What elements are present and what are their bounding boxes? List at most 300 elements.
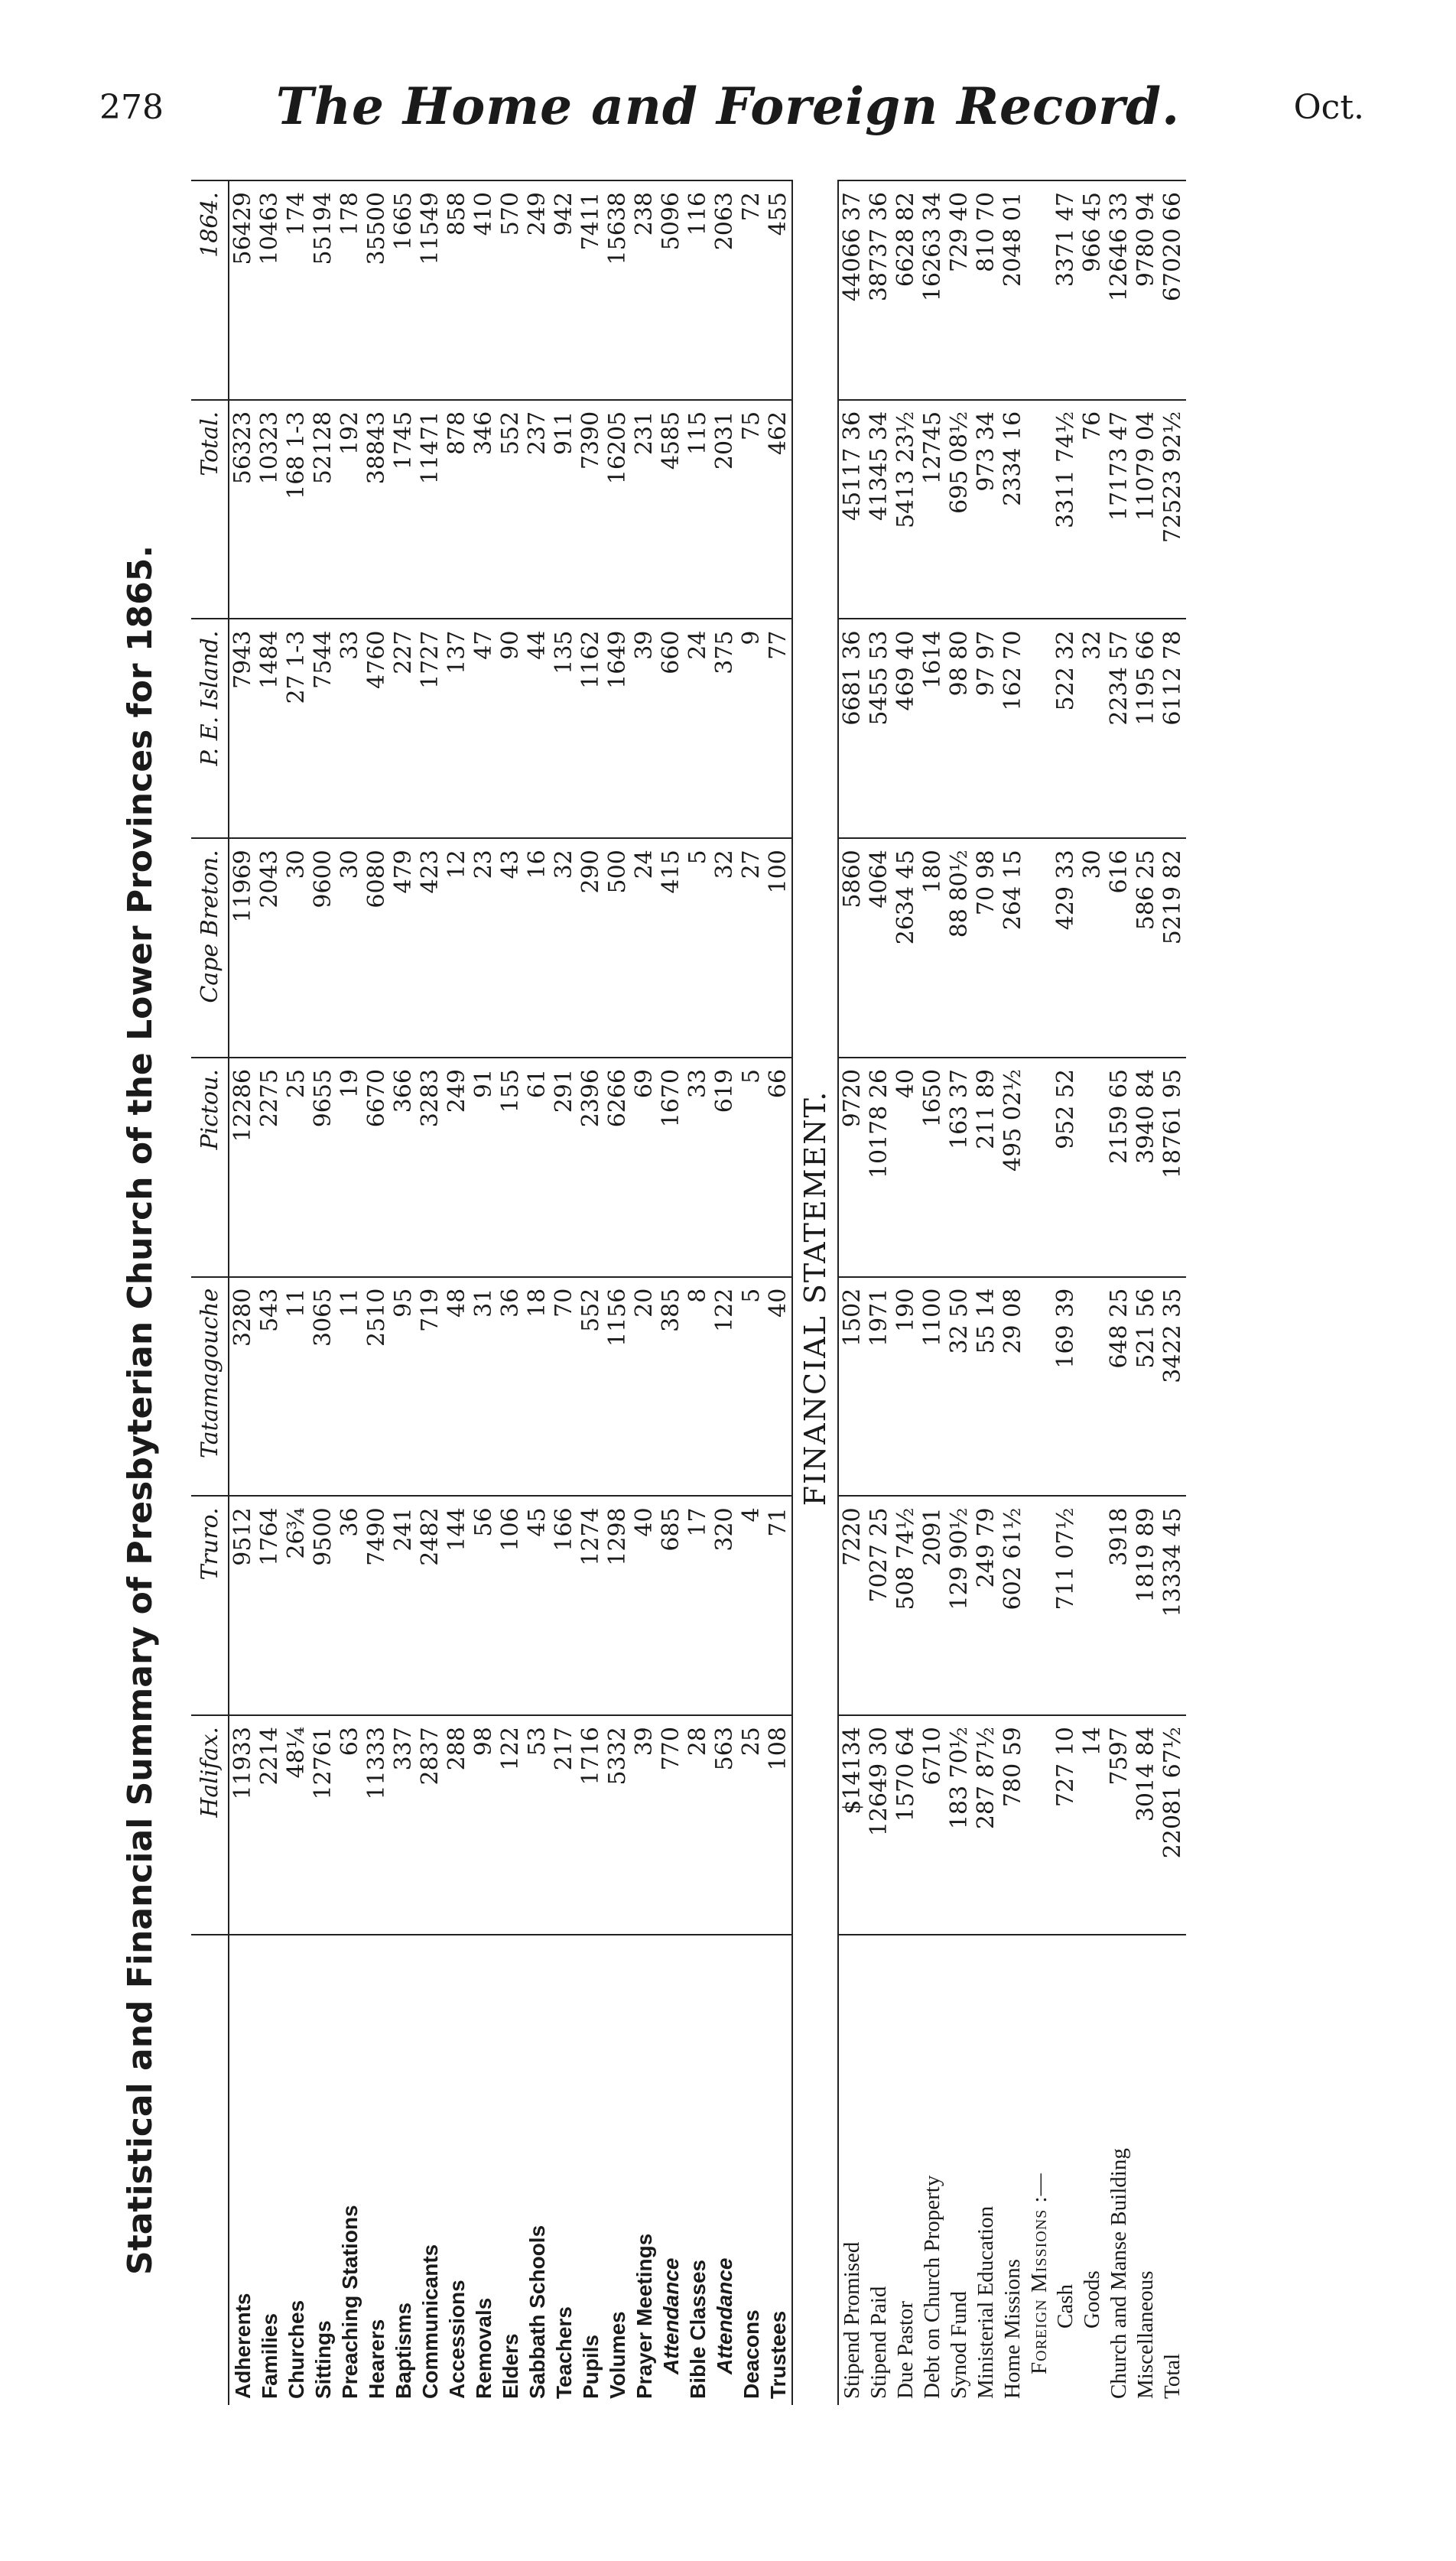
table-cell: 1298 xyxy=(604,1496,631,1715)
financial-row xyxy=(1079,180,1106,2405)
row-label: Total xyxy=(1159,1935,1186,2405)
table-cell: 320 xyxy=(711,1496,738,1715)
table-cell: 106 xyxy=(497,1496,524,1715)
table-cell: 249 xyxy=(524,180,551,400)
row-label: Removals xyxy=(470,1935,497,2405)
table-cell: 41345 34 xyxy=(866,400,892,619)
table-cell xyxy=(1026,180,1052,400)
table-cell: 11333 xyxy=(363,1715,390,1935)
table-cell: 88 80½ xyxy=(946,838,973,1058)
rotated-table xyxy=(115,180,1415,2405)
table-title: Statistical and Financial Summary of Presbyterian Church of the Lower Provinces for 1865. xyxy=(121,544,160,2275)
table-cell: 9500 xyxy=(310,1496,336,1715)
column-header: 1864. xyxy=(191,180,229,400)
table-cell: 3311 74½ xyxy=(1052,400,1079,619)
table-cell: 71 xyxy=(765,1496,792,1715)
statistics-row xyxy=(390,180,417,2405)
table-cell: 11 xyxy=(283,1277,310,1497)
financial-heading-row xyxy=(792,180,838,2405)
row-label: Baptisms xyxy=(390,1935,417,2405)
table-cell: 12745 xyxy=(919,400,946,619)
table-cell: 288 xyxy=(444,1715,470,1935)
table-cell: 3283 xyxy=(417,1058,444,1277)
table-cell: 30 xyxy=(1079,838,1106,1058)
table-cell: 1764 xyxy=(256,1496,283,1715)
page-header xyxy=(0,0,1456,176)
financial-row xyxy=(1106,180,1133,2405)
table-cell: 75 xyxy=(738,400,765,619)
row-label: Volumes xyxy=(604,1935,631,2405)
table-cell: 648 25 xyxy=(1106,1277,1133,1497)
table-cell: 685 xyxy=(658,1496,684,1715)
statistics-row xyxy=(310,180,336,2405)
statistics-row xyxy=(604,180,631,2405)
table-cell: 2634 45 xyxy=(892,838,919,1058)
table-cell: 40 xyxy=(631,1496,658,1715)
table-cell: 16 xyxy=(524,838,551,1058)
table-cell xyxy=(1026,619,1052,839)
column-header: Pictou. xyxy=(191,1058,229,1277)
table-cell: 5 xyxy=(738,1058,765,1277)
table-cell: 1156 xyxy=(604,1277,631,1497)
table-cell: 521 56 xyxy=(1133,1277,1159,1497)
table-cell xyxy=(1026,1715,1052,1935)
table-cell: 47 xyxy=(470,619,497,839)
table-cell: 33 xyxy=(684,1058,711,1277)
table-cell: 616 xyxy=(1106,838,1133,1058)
table-cell: 1727 xyxy=(417,619,444,839)
row-label: Due Pastor xyxy=(892,1935,919,2405)
table-cell: 2048 01 xyxy=(999,180,1026,400)
table-cell: 36 xyxy=(497,1277,524,1497)
table-cell: 155 xyxy=(497,1058,524,1277)
table-cell: 11471 xyxy=(417,400,444,619)
table-cell: 144 xyxy=(444,1496,470,1715)
table-cell: 1971 xyxy=(866,1277,892,1497)
statistics-row xyxy=(551,180,577,2405)
financial-row xyxy=(999,180,1026,2405)
table-cell: 169 39 xyxy=(1052,1277,1079,1497)
table-cell: 6080 xyxy=(363,838,390,1058)
table-cell: 137 xyxy=(444,619,470,839)
table-cell: 44066 37 xyxy=(838,180,866,400)
financial-row xyxy=(1026,180,1052,2405)
row-label: Adherents xyxy=(229,1935,256,2405)
table-cell: 4 xyxy=(738,1496,765,1715)
page-number: 278 xyxy=(99,88,164,127)
table-cell: 337 xyxy=(390,1715,417,1935)
table-cell: 20 xyxy=(631,1277,658,1497)
table-cell: 423 xyxy=(417,838,444,1058)
table-cell: 586 25 xyxy=(1133,838,1159,1058)
table-cell: 76 xyxy=(1079,400,1106,619)
table-cell: 23 xyxy=(470,838,497,1058)
table-cell: 174 xyxy=(283,180,310,400)
table-cell: 4064 xyxy=(866,838,892,1058)
row-label: Trustees xyxy=(765,1935,792,2405)
table-cell: 780 59 xyxy=(999,1715,1026,1935)
table-cell: 211 89 xyxy=(973,1058,999,1277)
table-cell: 32 50 xyxy=(946,1277,973,1497)
table-cell: 27 1-3 xyxy=(283,619,310,839)
statistics-row xyxy=(524,180,551,2405)
table-cell: 966 45 xyxy=(1079,180,1106,400)
table-cell: 56323 xyxy=(229,400,256,619)
statistics-row xyxy=(444,180,470,2405)
table-cell: 2510 xyxy=(363,1277,390,1497)
table-cell: 90 xyxy=(497,619,524,839)
table-cell: 942 xyxy=(551,180,577,400)
table-cell: 729 40 xyxy=(946,180,973,400)
table-cell: 2482 xyxy=(417,1496,444,1715)
row-label: Church and Manse Building xyxy=(1106,1935,1133,2405)
table-cell: 7943 xyxy=(229,619,256,839)
statistics-row xyxy=(229,180,256,2405)
table-cell: 26¾ xyxy=(283,1496,310,1715)
table-cell xyxy=(1026,1277,1052,1497)
table-title-row xyxy=(115,180,191,2405)
table-cell: 39 xyxy=(631,1715,658,1935)
table-cell: 72 xyxy=(738,180,765,400)
row-label: Stipend Promised xyxy=(838,1935,866,2405)
table-cell: 237 xyxy=(524,400,551,619)
table-cell: 97 97 xyxy=(973,619,999,839)
table-cell: 6670 xyxy=(363,1058,390,1277)
table-cell: 711 07½ xyxy=(1052,1496,1079,1715)
table-cell: 40 xyxy=(892,1058,919,1277)
table-cell: 10463 xyxy=(256,180,283,400)
table-cell: 7490 xyxy=(363,1496,390,1715)
row-label: Goods xyxy=(1079,1935,1106,2405)
row-label: Elders xyxy=(497,1935,524,2405)
column-header-row xyxy=(191,180,229,2405)
table-cell: 952 52 xyxy=(1052,1058,1079,1277)
table-cell: 30 xyxy=(283,838,310,1058)
table-cell: 67020 66 xyxy=(1159,180,1186,400)
table-cell: 3422 35 xyxy=(1159,1277,1186,1497)
table-cell: 11933 xyxy=(229,1715,256,1935)
column-header: Truro. xyxy=(191,1496,229,1715)
table-cell: 1650 xyxy=(919,1058,946,1277)
table-cell: 12286 xyxy=(229,1058,256,1277)
table-cell: 25 xyxy=(283,1058,310,1277)
table-cell: 287 87½ xyxy=(973,1715,999,1935)
table-cell: 469 40 xyxy=(892,619,919,839)
statistics-row xyxy=(631,180,658,2405)
table-cell: 1484 xyxy=(256,619,283,839)
table-cell: 660 xyxy=(658,619,684,839)
column-header: P. E. Island. xyxy=(191,619,229,839)
row-label: Families xyxy=(256,1935,283,2405)
financial-row xyxy=(838,180,866,2405)
financial-row xyxy=(946,180,973,2405)
table-cell: 3940 84 xyxy=(1133,1058,1159,1277)
financial-row xyxy=(919,180,946,2405)
table-cell: 2214 xyxy=(256,1715,283,1935)
table-cell: 719 xyxy=(417,1277,444,1497)
table-cell: 1614 xyxy=(919,619,946,839)
table-cell: 33 xyxy=(336,619,363,839)
table-cell: 619 xyxy=(711,1058,738,1277)
table-cell: 116 xyxy=(684,180,711,400)
table-cell: 1100 xyxy=(919,1277,946,1497)
rotated-table-container xyxy=(115,180,1415,2405)
table-cell: 27 xyxy=(738,838,765,1058)
table-cell: 11 xyxy=(336,1277,363,1497)
row-label: Prayer Meetings xyxy=(631,1935,658,2405)
row-label: Cash xyxy=(1052,1935,1079,2405)
table-cell: 1502 xyxy=(838,1277,866,1497)
table-cell: 9600 xyxy=(310,838,336,1058)
table-cell: 129 90½ xyxy=(946,1496,973,1715)
table-cell: 190 xyxy=(892,1277,919,1497)
table-cell: 162 70 xyxy=(999,619,1026,839)
row-label: Accessions xyxy=(444,1935,470,2405)
table-cell: 45 xyxy=(524,1496,551,1715)
table-cell: 19 xyxy=(336,1058,363,1277)
table-cell: 4760 xyxy=(363,619,390,839)
table-cell: 2159 65 xyxy=(1106,1058,1133,1277)
table-cell: 40 xyxy=(765,1277,792,1497)
table-cell: 385 xyxy=(658,1277,684,1497)
table-cell: 12761 xyxy=(310,1715,336,1935)
table-cell: 366 xyxy=(390,1058,417,1277)
table-cell: 1649 xyxy=(604,619,631,839)
table-cell: 7411 xyxy=(577,180,604,400)
column-header: Total. xyxy=(191,400,229,619)
table-cell: 69 xyxy=(631,1058,658,1277)
table-cell: 180 xyxy=(919,838,946,1058)
table-cell: 12 xyxy=(444,838,470,1058)
table-cell: 1716 xyxy=(577,1715,604,1935)
table-cell: 9655 xyxy=(310,1058,336,1277)
table-cell: 38737 36 xyxy=(866,180,892,400)
table-cell: 227 xyxy=(390,619,417,839)
running-title: The Home and Foreign Record. xyxy=(275,76,1181,136)
column-header: Tatamagouche xyxy=(191,1277,229,1497)
table-cell: 95 xyxy=(390,1277,417,1497)
row-label: Debt on Church Property xyxy=(919,1935,946,2405)
table-cell: 11969 xyxy=(229,838,256,1058)
table-cell: 24 xyxy=(684,619,711,839)
table-cell: 543 xyxy=(256,1277,283,1497)
table-cell: 30 xyxy=(336,838,363,1058)
statistics-row xyxy=(577,180,604,2405)
table-cell: 56 xyxy=(470,1496,497,1715)
table-cell: 70 98 xyxy=(973,838,999,1058)
financial-heading: FINANCIAL STATEMENT. xyxy=(792,180,838,2405)
table-cell: 5413 23½ xyxy=(892,400,919,619)
row-label: Stipend Paid xyxy=(866,1935,892,2405)
table-cell: 25 xyxy=(738,1715,765,1935)
table-cell: $14134 xyxy=(838,1715,866,1935)
table-cell: 12646 33 xyxy=(1106,180,1133,400)
table-cell: 410 xyxy=(470,180,497,400)
table-cell: 98 xyxy=(470,1715,497,1935)
month-label: Oct. xyxy=(1293,88,1364,127)
row-label: Sittings xyxy=(310,1935,336,2405)
table-cell: 72523 92½ xyxy=(1159,400,1186,619)
table-cell: 11079 04 xyxy=(1133,400,1159,619)
table-cell: 16205 xyxy=(604,400,631,619)
table-cell: 1819 89 xyxy=(1133,1496,1159,1715)
table-cell: 6266 xyxy=(604,1058,631,1277)
table-cell: 122 xyxy=(497,1715,524,1935)
table-cell: 2091 xyxy=(919,1496,946,1715)
table-cell: 3014 84 xyxy=(1133,1715,1159,1935)
table-cell: 552 xyxy=(497,400,524,619)
table-cell: 3371 47 xyxy=(1052,180,1079,400)
statistics-body xyxy=(229,180,792,2405)
table-cell: 6681 36 xyxy=(838,619,866,839)
table-cell: 44 xyxy=(524,619,551,839)
table-cell: 32 xyxy=(551,838,577,1058)
table-cell: 264 15 xyxy=(999,838,1026,1058)
table-cell: 1570 64 xyxy=(892,1715,919,1935)
table-cell: 14 xyxy=(1079,1715,1106,1935)
table-cell: 238 xyxy=(631,180,658,400)
statistics-row xyxy=(417,180,444,2405)
table-cell: 3280 xyxy=(229,1277,256,1497)
table-cell: 192 xyxy=(336,400,363,619)
table-cell: 570 xyxy=(497,180,524,400)
table-cell: 2031 xyxy=(711,400,738,619)
financial-row xyxy=(1159,180,1186,2405)
table-cell: 2275 xyxy=(256,1058,283,1277)
table-cell: 695 08½ xyxy=(946,400,973,619)
row-label: Teachers xyxy=(551,1935,577,2405)
row-label: Home Missions xyxy=(999,1935,1026,2405)
financial-row xyxy=(1133,180,1159,2405)
table-cell: 53 xyxy=(524,1715,551,1935)
table-cell xyxy=(1079,1277,1106,1497)
table-cell: 22081 67½ xyxy=(1159,1715,1186,1935)
table-cell: 429 33 xyxy=(1052,838,1079,1058)
table-cell: 9512 xyxy=(229,1496,256,1715)
financial-row xyxy=(866,180,892,2405)
table-cell: 7544 xyxy=(310,619,336,839)
table-cell: 11549 xyxy=(417,180,444,400)
table-cell: 770 xyxy=(658,1715,684,1935)
table-cell: 12649 30 xyxy=(866,1715,892,1935)
table-cell: 1274 xyxy=(577,1496,604,1715)
table-cell: 479 xyxy=(390,838,417,1058)
financial-row xyxy=(1052,180,1079,2405)
table-cell: 6710 xyxy=(919,1715,946,1935)
table-cell: 563 xyxy=(711,1715,738,1935)
table-cell: 43 xyxy=(497,838,524,1058)
table-cell: 5219 82 xyxy=(1159,838,1186,1058)
row-label: Pupils xyxy=(577,1935,604,2405)
column-header-blank xyxy=(191,1935,229,2405)
table-cell: 7597 xyxy=(1106,1715,1133,1935)
table-cell: 32 xyxy=(711,838,738,1058)
table-cell: 18761 95 xyxy=(1159,1058,1186,1277)
row-label: Foreign Missions :— xyxy=(1026,1935,1052,2405)
table-cell: 241 xyxy=(390,1496,417,1715)
table-cell: 552 xyxy=(577,1277,604,1497)
table-cell: 108 xyxy=(765,1715,792,1935)
row-label: Miscellaneous xyxy=(1133,1935,1159,2405)
table-cell: 183 70½ xyxy=(946,1715,973,1935)
financial-body xyxy=(838,180,1186,2405)
table-cell: 17 xyxy=(684,1496,711,1715)
table-cell: 1195 66 xyxy=(1133,619,1159,839)
table-cell: 18 xyxy=(524,1277,551,1497)
table-cell: 1665 xyxy=(390,180,417,400)
table-cell: 32 xyxy=(1079,619,1106,839)
table-cell: 70 xyxy=(551,1277,577,1497)
financial-heading-body xyxy=(792,180,838,2405)
table-cell: 911 xyxy=(551,400,577,619)
table-cell: 2837 xyxy=(417,1715,444,1935)
column-header: Cape Breton. xyxy=(191,838,229,1058)
table-cell: 7390 xyxy=(577,400,604,619)
table-cell: 4585 xyxy=(658,400,684,619)
table-cell: 249 79 xyxy=(973,1496,999,1715)
table-cell: 24 xyxy=(631,838,658,1058)
row-label: Bible Classes xyxy=(684,1935,711,2405)
table-cell: 77 xyxy=(765,619,792,839)
table-cell: 1670 xyxy=(658,1058,684,1277)
row-label: Attendance xyxy=(658,1935,684,2405)
table-cell: 31 xyxy=(470,1277,497,1497)
table-cell: 249 xyxy=(444,1058,470,1277)
table-cell: 2063 xyxy=(711,180,738,400)
table-cell xyxy=(1026,838,1052,1058)
table-cell: 98 80 xyxy=(946,619,973,839)
table-cell: 5455 53 xyxy=(866,619,892,839)
statistics-row xyxy=(363,180,390,2405)
table-cell: 135 xyxy=(551,619,577,839)
row-label: Attendance xyxy=(711,1935,738,2405)
table-cell: 91 xyxy=(470,1058,497,1277)
table-cell xyxy=(1026,1058,1052,1277)
row-label: Communicants xyxy=(417,1935,444,2405)
table-cell: 122 xyxy=(711,1277,738,1497)
table-cell: 28 xyxy=(684,1715,711,1935)
table-cell: 522 32 xyxy=(1052,619,1079,839)
table-cell: 415 xyxy=(658,838,684,1058)
row-label: Deacons xyxy=(738,1935,765,2405)
row-label: Ministerial Education xyxy=(973,1935,999,2405)
row-label: Preaching Stations xyxy=(336,1935,363,2405)
table-cell: 5 xyxy=(684,838,711,1058)
table-cell: 878 xyxy=(444,400,470,619)
table-cell: 16263 34 xyxy=(919,180,946,400)
financial-row xyxy=(973,180,999,2405)
financial-row xyxy=(892,180,919,2405)
row-label: Churches xyxy=(283,1935,310,2405)
table-cell: 39 xyxy=(631,619,658,839)
statistics-row xyxy=(470,180,497,2405)
table-cell: 56429 xyxy=(229,180,256,400)
statistics-row xyxy=(336,180,363,2405)
table-cell: 9 xyxy=(738,619,765,839)
table-cell: 63 xyxy=(336,1715,363,1935)
table-cell xyxy=(1026,400,1052,619)
table-cell: 2334 16 xyxy=(999,400,1026,619)
summary-table xyxy=(191,180,1186,2405)
table-cell xyxy=(1079,1496,1106,1715)
row-label: Hearers xyxy=(363,1935,390,2405)
column-header: Halifax. xyxy=(191,1715,229,1935)
table-cell: 8 xyxy=(684,1277,711,1497)
table-cell: 48 xyxy=(444,1277,470,1497)
table-cell xyxy=(1026,1496,1052,1715)
table-cell: 163 37 xyxy=(946,1058,973,1277)
table-cell: 2234 57 xyxy=(1106,619,1133,839)
